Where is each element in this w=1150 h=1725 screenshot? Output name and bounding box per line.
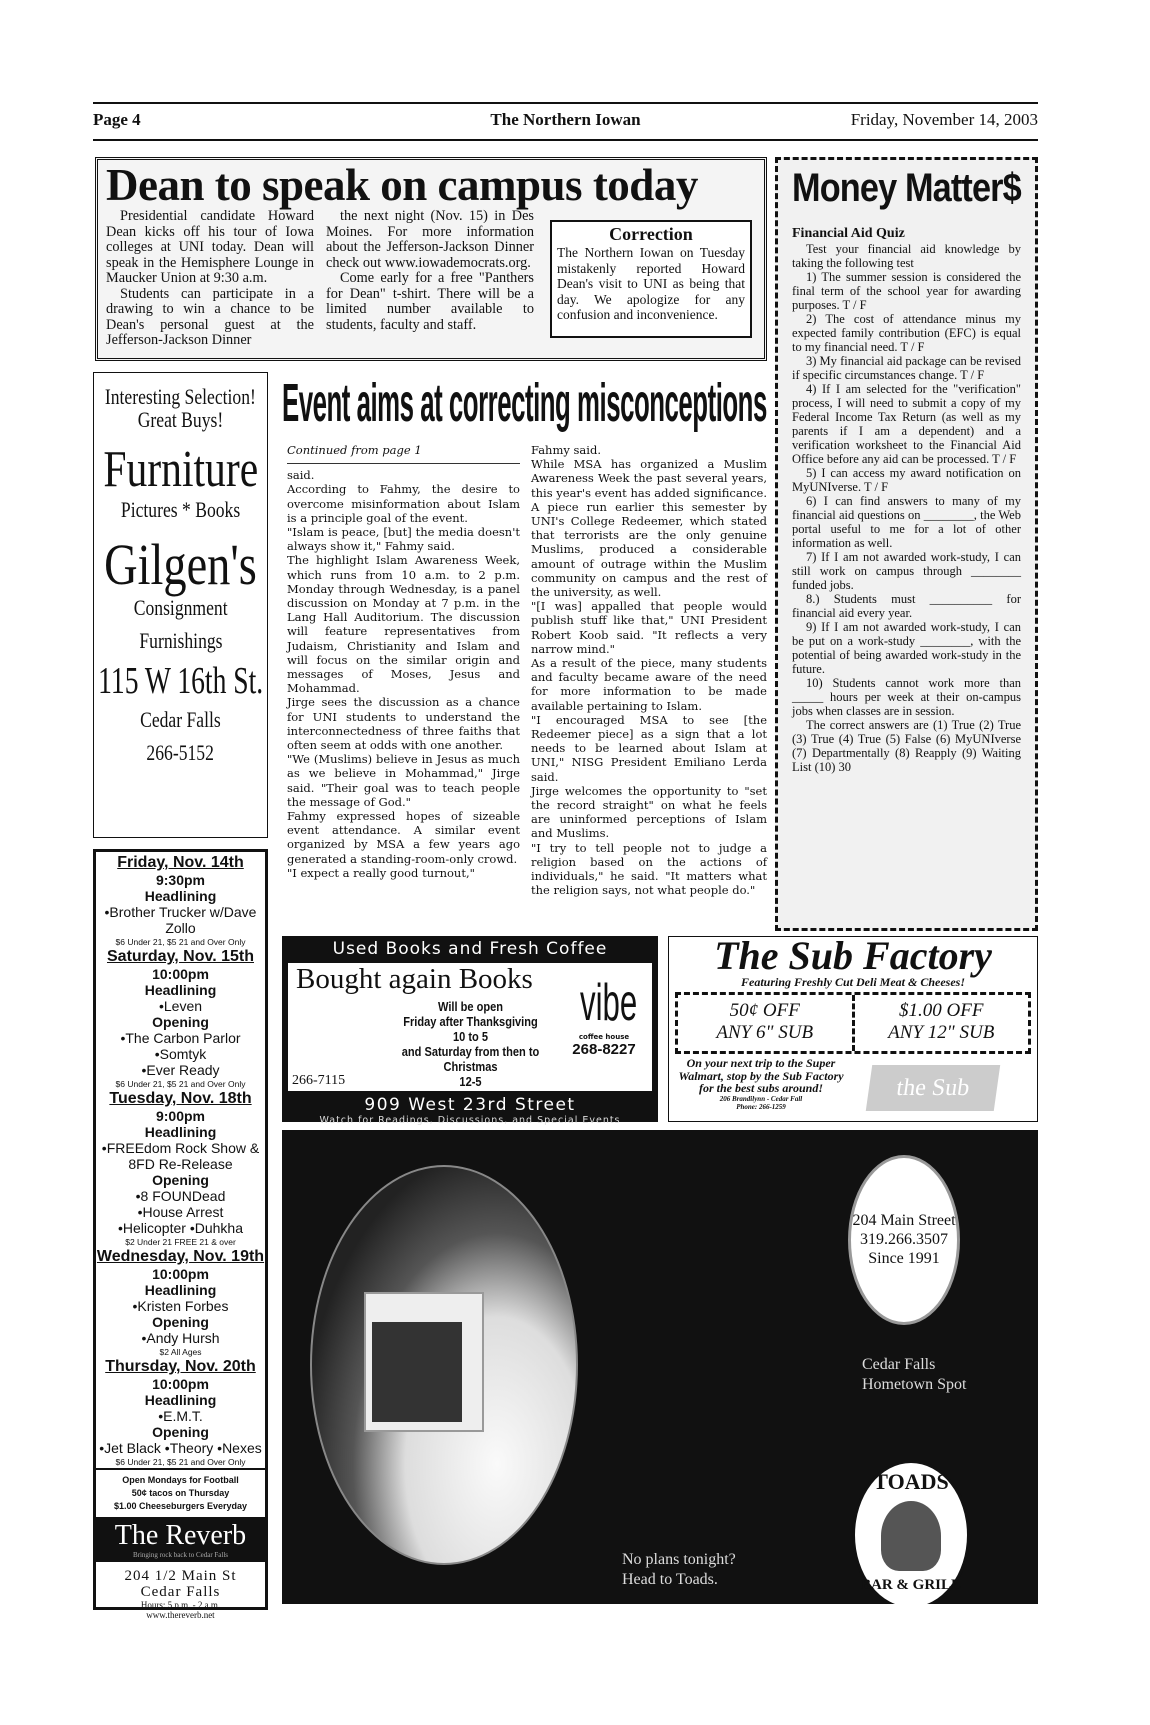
reverb-tagline: Bringing rock back to Cedar Falls xyxy=(132,1551,229,1559)
show-date: Wednesday, Nov. 19th xyxy=(96,1248,265,1265)
show-line: 9:00pm xyxy=(155,1108,206,1124)
sub-factory-ad xyxy=(668,933,1038,1122)
books-name: Bought again Books xyxy=(296,963,533,995)
bought-again-books-ad xyxy=(282,936,658,1126)
hours-line: Friday after Thanksgiving xyxy=(403,1014,538,1029)
show-line: Headlining xyxy=(144,1392,217,1408)
paragraph: Fahmy said. xyxy=(531,443,601,457)
paragraph: 4) If I am selected for the "verification" process, I will need to submit a copy of my Federal Income Tax Return (as well as my parents if I am a dependent) and a verification worksheet to the Financial Aid Office before any aid can be processed. T / F xyxy=(792,382,1021,466)
logo-text: TOADS xyxy=(873,1469,949,1494)
city: Cedar Falls xyxy=(140,1584,221,1600)
toad-mascot-icon xyxy=(881,1501,941,1571)
event-column-2 xyxy=(531,443,767,898)
hours: Hours: 5 p.m. - 2 a.m. xyxy=(140,1600,221,1610)
show-line: •The Carbon Parlor xyxy=(120,1030,241,1046)
spot-line: Hometown Spot xyxy=(862,1376,967,1393)
special: $1.00 Cheeseburgers Everyday xyxy=(113,1501,248,1511)
dean-headline: Dean to speak on campus today xyxy=(106,160,698,210)
paragraph: Come early for a free "Panthers for Dean" t-shirt. There will be a limited number available to students, faculty and staff. xyxy=(326,270,534,333)
toads-ad xyxy=(282,1130,1038,1604)
hours-line: and Saturday from then to xyxy=(401,1044,540,1059)
vibe-logo xyxy=(564,973,644,1058)
reverb-name: The Reverb xyxy=(114,1520,247,1551)
paragraph: Jirge welcomes the opportunity to "set the record straight" on what he feels are uninformed perceptions of Islam and Muslims. xyxy=(531,783,767,841)
special: Open Mondays for Football xyxy=(122,1475,239,1485)
dean-article xyxy=(95,157,767,361)
ad-line: 266-5152 xyxy=(146,739,215,765)
sub-featuring: Featuring Freshly Cut Deli Meat & Cheeses! xyxy=(740,975,966,989)
hours-line: 10 to 5 xyxy=(452,1029,489,1044)
show-line: •Ever Ready xyxy=(141,1062,220,1078)
coupon-item: ANY 6" SUB xyxy=(716,1022,814,1043)
paragraph: 2) The cost of attendance minus my expected family contribution (EFC) is equal to my financial need. T / F xyxy=(792,312,1021,354)
dean-column-1 xyxy=(106,209,314,349)
show-line: •Jet Black •Theory •Nexes xyxy=(99,1440,262,1456)
event-column-1 xyxy=(287,443,520,880)
vibe-sub: coffee house xyxy=(578,1033,630,1041)
paragraph: 1) The summer session is considered the final term of the school year for awarding purposes. T / F xyxy=(792,270,1021,312)
ad-line: Great Buys! xyxy=(137,407,224,433)
paragraph: While MSA has organized a Muslim Awareness Week the past several years, this year's event has added significance. A piece run earlier this semester by UNI's College Redeemer, which stated that terrorists are the only genuine Muslims, produced a considerable amount of outrage within the Muslim community on campus and the rest of the university, as well. xyxy=(531,457,767,600)
paragraph: "I encouraged MSA to see [the Redeemer piece] as a sign that a lot needs to be learned about Islam at UNI," NISG President Emiliano Lerda said. xyxy=(531,712,767,784)
correction-text: The Northern Iowan on Tuesday mistakenly reported Howard Dean's visit to UNI as being that day. We apologize for any confusion and inconvenience. xyxy=(557,245,745,322)
show-line: Opening xyxy=(152,1314,209,1330)
ad-line: Pictures * Books xyxy=(120,496,241,522)
show-line: Opening xyxy=(152,1014,209,1030)
coupon-amount: 50¢ OFF xyxy=(729,1000,800,1021)
show-line: 9:30pm xyxy=(155,872,206,888)
show-line: •Leven xyxy=(158,998,203,1014)
event-headline-text: Event aims at correcting misconceptions xyxy=(282,373,767,433)
sub-info xyxy=(673,1057,849,1111)
correction-title: Correction xyxy=(609,224,693,244)
toads-phone: 319.266.3507 xyxy=(860,1231,948,1248)
page-number: Page 4 xyxy=(93,110,141,129)
event-headline xyxy=(282,372,767,434)
computer-user-photo xyxy=(310,1165,578,1565)
coupon-item: ANY 12" SUB xyxy=(888,1022,995,1043)
ad-line: Consignment xyxy=(133,594,228,620)
paragraph: Presidential candidate Howard Dean kicks off his tour of Iowa colleges at UNI today. Dean will speak in the Hemisphere Lounge in Maucker Union at 9:30 a.m. xyxy=(106,208,314,286)
ad-line: 115 W 16th St. xyxy=(97,659,264,702)
show-line: $2 All Ages xyxy=(159,1347,202,1357)
show-date: Tuesday, Nov. 18th xyxy=(109,1090,252,1107)
show-line: 10:00pm xyxy=(152,966,209,982)
sub-logo: the Sub xyxy=(866,1065,1000,1111)
spot-line: Cedar Falls xyxy=(862,1356,936,1373)
show-line: •FREEdom Rock Show & 8FD Re-Release xyxy=(101,1140,260,1172)
coupons xyxy=(675,992,1031,1054)
paragraph: 7) If I am not awarded work-study, I can still work on campus through ________ funded jobs. xyxy=(792,550,1021,592)
show-line: •E.M.T. xyxy=(158,1408,203,1424)
show-line: •8 FOUNDead xyxy=(135,1188,226,1204)
sub-phone: Phone: 266-1259 xyxy=(736,1102,786,1111)
ad-line: Interesting Selection! xyxy=(104,384,257,409)
toads-since: Since 1991 xyxy=(868,1250,940,1267)
page-header xyxy=(93,110,1038,138)
show-line: $6 Under 21, $5 21 and Over Only xyxy=(115,1079,246,1089)
header-rule-bottom xyxy=(93,139,1038,141)
monitor-image xyxy=(364,1292,484,1432)
money-matters-column xyxy=(775,157,1038,931)
website: www.thereverb.net xyxy=(146,1610,215,1620)
show-line: •Kristen Forbes xyxy=(132,1298,229,1314)
paragraph: The correct answers are (1) True (2) True (3) True (4) True (5) False (6) MyUNIverse (7) Departmentally (8) Reapply (9) Waiting List (10) 30 xyxy=(792,718,1021,774)
toads-tagline xyxy=(622,1550,736,1590)
show-line: Opening xyxy=(152,1172,209,1188)
paragraph: Test your financial aid knowledge by taking the following test xyxy=(792,242,1021,270)
show-line: •Andy Hursh xyxy=(141,1330,220,1346)
toads-logo xyxy=(852,1460,970,1604)
show-date: Saturday, Nov. 15th xyxy=(107,948,254,965)
reverb-specials xyxy=(96,1468,265,1517)
paragraph: 6) I can find answers to many of my financial aid questions on ________, the Web portal useful to me for a lot of other information as well. xyxy=(792,494,1021,550)
sub-title: The Sub Factory xyxy=(714,933,992,978)
paragraph: Jirge sees the discussion as a chance for UNI students to understand the interconnectedness of three faiths that often seem at odds with one another. xyxy=(287,695,520,753)
paragraph: the next night (Nov. 15) in Des Moines. For more information about the Jefferson-Jackson Dinner check out www.iowademocrats.org. xyxy=(326,208,534,271)
coupon-amount: $1.00 OFF xyxy=(899,1000,984,1021)
paragraph: said. xyxy=(287,468,315,483)
paragraph: "We (Muslims) believe in Jesus as much as we believe in Mohammad," Jirge said. "Their goal was to teach people the message of God." xyxy=(287,752,520,809)
ad-line: Cedar Falls xyxy=(140,706,221,732)
correction-box xyxy=(550,220,752,338)
show-line: Headlining xyxy=(144,1282,217,1298)
toads-spot xyxy=(862,1355,966,1395)
show-line: 10:00pm xyxy=(152,1376,209,1392)
coupon-6in xyxy=(678,995,852,1051)
hours-line: Will be open xyxy=(438,999,503,1014)
vibe-name: vibe xyxy=(580,974,638,1032)
coupon-12in xyxy=(852,995,1029,1051)
show-line: Headlining xyxy=(144,888,217,904)
books-tagline: Used Books and Fresh Coffee xyxy=(332,939,608,959)
paragraph: 5) I can access my award notification on MyUNIverse. T / F xyxy=(792,466,1021,494)
issue-date: Friday, November 14, 2003 xyxy=(850,110,1038,129)
paragraph: "Islam is peace, [but] the media doesn't always show it," Fahmy said. xyxy=(287,525,520,554)
books-phone: 266-7115 xyxy=(292,1073,346,1088)
show-line: Opening xyxy=(152,1424,209,1440)
books-events: Watch for Readings, Discussions, and Special Events xyxy=(319,1115,621,1126)
paragraph: "I expect a really good turnout," xyxy=(287,865,475,880)
paragraph: Students can participate in a drawing to win a chance to be Dean's personal guest at the Jefferson-Jackson Dinner xyxy=(106,285,314,348)
logo-text: BAR & GRILL xyxy=(860,1577,961,1593)
money-matters-title xyxy=(792,164,1021,212)
show-line: •House Arrest xyxy=(137,1204,224,1220)
ad-line: Furniture xyxy=(103,441,258,499)
paragraph: 8.) Students must __________ for financial aid every year. xyxy=(792,592,1021,620)
show-line: •Somtyk xyxy=(154,1046,207,1062)
show-date: Thursday, Nov. 20th xyxy=(105,1358,256,1375)
paragraph: 3) My financial aid package can be revised if specific circumstances change. T / F xyxy=(792,354,1021,382)
show-line: •Helicopter •Duhkha xyxy=(118,1220,243,1236)
quiz-body xyxy=(792,242,1021,774)
show-line: $2 Under 21 FREE 21 & over xyxy=(125,1237,236,1247)
show-line: •Brother Trucker w/Dave Zollo xyxy=(104,904,257,936)
tag-line: No plans tonight? xyxy=(622,1551,736,1568)
paragraph: The highlight Islam Awareness Week, which runs from 10 a.m. to 2 p.m. Monday through Wednesday, is a panel discussion on Monday at 7 p.m. in the Lang Hall Auditorium. The discussion will feature representatives from Judaism, Christianity and Islam and will focus on the similar origin and messages of Moses, Jesus and Mohammad. xyxy=(287,553,520,696)
books-address: 909 West 23rd Street xyxy=(364,1095,576,1115)
paragraph: Fahmy expressed hopes of sizeable event attendance. A similar event organized by MSA a few years ago generated a standing-room-only crowd. xyxy=(287,809,520,866)
hours-line: 12-5 xyxy=(459,1074,482,1089)
paragraph: "[I was] appalled that people would publish stuff like that," UNI President Robert Koob said. "It reflects a very narrow mind." xyxy=(531,599,767,656)
ad-line: Furnishings xyxy=(138,627,223,653)
continued-from: Continued from page 1 xyxy=(287,443,520,464)
reverb-address xyxy=(96,1562,265,1626)
reverb-ad xyxy=(93,849,268,1620)
show-line: $6 Under 21, $5 21 and Over Only xyxy=(115,937,246,947)
tag-line: Head to Toads. xyxy=(622,1571,718,1588)
gilgens-ad xyxy=(93,372,268,838)
toads-address-oval xyxy=(848,1155,960,1325)
vibe-phone: 268-8227 xyxy=(572,1041,636,1058)
sub-trip: On your next trip to the Super Walmart, stop by the Sub Factory for the best subs around! xyxy=(678,1056,844,1095)
special: 50¢ tacos on Thursday xyxy=(131,1488,230,1498)
show-line: Headlining xyxy=(144,1124,217,1140)
paragraph: 10) Students cannot work more than _____ hours per week at their on-campus jobs when classes are in session. xyxy=(792,676,1021,718)
toads-address: 204 Main Street xyxy=(852,1212,956,1229)
paragraph: "I try to tell people not to judge a religion based on the actions of individuals," he said. "It matters what the religion says, not what people do." xyxy=(531,840,767,898)
ad-line: Gilgen's xyxy=(104,531,257,597)
show-line: $6 Under 21, $5 21 and Over Only xyxy=(115,1457,246,1467)
reverb-logo xyxy=(96,1517,265,1562)
books-hours xyxy=(392,999,549,1089)
header-rule-top xyxy=(93,102,1038,104)
show-line: 10:00pm xyxy=(152,1266,209,1282)
quiz-title: Financial Aid Quiz xyxy=(792,226,905,241)
paragraph: As a result of the piece, many students and faculty became aware of the need for more information to be made available pertaining to Islam. xyxy=(531,656,767,713)
money-matters-title-text: Money Matter$ xyxy=(792,166,1021,210)
newspaper-name: The Northern Iowan xyxy=(490,110,641,129)
hours-line: Christmas xyxy=(443,1059,498,1074)
show-date: Friday, Nov. 14th xyxy=(117,854,244,871)
address: 204 1/2 Main St xyxy=(124,1568,237,1584)
paragraph: According to Fahmy, the desire to overcome misinformation about Islam is a principle goal of the event. xyxy=(287,482,520,525)
paragraph: 9) If I am not awarded work-study, I can be put on a work-study ________, with the potential of being awarded work-study in the future. xyxy=(792,620,1021,676)
sub-address: 206 Brandilynn - Cedar Fall xyxy=(719,1094,803,1103)
show-line: Headlining xyxy=(144,982,217,998)
dean-column-2 xyxy=(326,209,534,349)
